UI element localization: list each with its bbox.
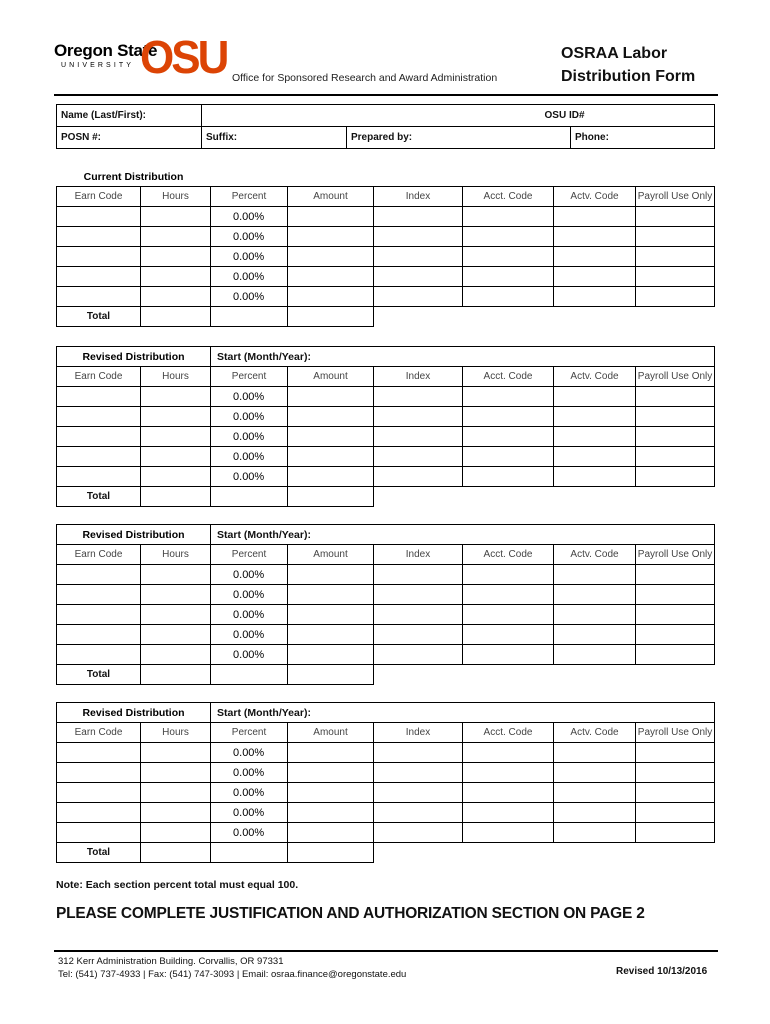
percent-cell: 0.00% — [211, 387, 288, 407]
form-title-line2: Distribution Form — [561, 68, 696, 85]
input-cell[interactable] — [141, 645, 211, 665]
percent-cell: 0.00% — [211, 427, 288, 447]
column-header: Acct. Code — [463, 723, 554, 743]
input-cell[interactable] — [141, 565, 211, 585]
section-title-spacer — [211, 167, 715, 187]
input-cell[interactable] — [554, 247, 636, 267]
input-cell[interactable] — [636, 743, 715, 763]
distribution-row — [57, 605, 715, 625]
input-cell[interactable] — [57, 407, 141, 427]
column-header: Hours — [141, 187, 211, 207]
input-cell[interactable] — [57, 267, 141, 287]
input-cell[interactable] — [636, 803, 715, 823]
distribution-table — [56, 702, 715, 863]
distribution-row — [57, 763, 715, 783]
total-row-spacer — [374, 843, 715, 863]
total-amount-cell[interactable] — [288, 665, 374, 685]
input-cell[interactable] — [374, 565, 463, 585]
total-label: Total — [57, 487, 141, 507]
start-month-year-field[interactable]: Start (Month/Year): — [211, 525, 715, 545]
column-header: Acct. Code — [463, 367, 554, 387]
input-cell[interactable] — [374, 287, 463, 307]
note-text: Note: Each section percent total must equal 100. — [56, 879, 299, 891]
input-cell[interactable] — [288, 427, 374, 447]
section-title: Revised Distribution — [57, 525, 211, 545]
header-divider — [54, 94, 718, 96]
footer-phone-email: Tel: (541) 737-4933 | Fax: (541) 747-3093 | Email: osraa.finance@oregonstate.edu — [58, 969, 407, 980]
input-cell[interactable] — [141, 227, 211, 247]
input-cell[interactable] — [463, 407, 554, 427]
justification-message: PLEASE COMPLETE JUSTIFICATION AND AUTHORIZATION SECTION ON PAGE 2 — [56, 905, 645, 922]
phone-label: Phone: — [575, 132, 609, 143]
footer-address: 312 Kerr Administration Building. Corvallis, OR 97331 — [58, 956, 284, 967]
input-cell[interactable] — [554, 447, 636, 467]
input-cell[interactable] — [374, 645, 463, 665]
input-cell[interactable] — [554, 783, 636, 803]
input-cell[interactable] — [57, 287, 141, 307]
input-cell[interactable] — [636, 783, 715, 803]
posn-label: POSN #: — [57, 127, 202, 149]
input-cell[interactable] — [636, 227, 715, 247]
distribution-row — [57, 467, 715, 487]
distribution-row — [57, 407, 715, 427]
logo-oregon-state: Oregon State — [54, 41, 158, 60]
percent-cell: 0.00% — [211, 407, 288, 427]
column-header: Percent — [211, 545, 288, 565]
column-header: Percent — [211, 187, 288, 207]
input-cell[interactable] — [374, 387, 463, 407]
section-title: Current Distribution — [83, 170, 184, 183]
section-title: Revised Distribution — [57, 347, 211, 367]
revised-date: Revised 10/13/2016 — [616, 966, 708, 977]
percent-cell: 0.00% — [211, 743, 288, 763]
input-cell[interactable] — [57, 427, 141, 447]
input-cell[interactable] — [554, 387, 636, 407]
total-label: Total — [57, 307, 141, 327]
input-cell[interactable] — [636, 247, 715, 267]
column-header: Actv. Code — [554, 723, 636, 743]
input-cell[interactable] — [463, 585, 554, 605]
total-percent-cell[interactable] — [211, 307, 288, 327]
input-cell[interactable] — [57, 605, 141, 625]
distribution-row — [57, 823, 715, 843]
total-hours-cell[interactable] — [141, 665, 211, 685]
percent-cell: 0.00% — [211, 605, 288, 625]
percent-cell: 0.00% — [211, 207, 288, 227]
input-cell[interactable] — [288, 605, 374, 625]
column-header: Amount — [288, 187, 374, 207]
total-hours-cell[interactable] — [141, 307, 211, 327]
input-cell[interactable] — [141, 585, 211, 605]
input-cell[interactable] — [554, 287, 636, 307]
input-cell[interactable] — [57, 645, 141, 665]
input-cell[interactable] — [57, 803, 141, 823]
total-row-spacer — [374, 487, 715, 507]
distribution-row — [57, 267, 715, 287]
input-cell[interactable] — [636, 625, 715, 645]
total-hours-cell[interactable] — [141, 843, 211, 863]
distribution-table — [56, 167, 715, 327]
column-header: Hours — [141, 367, 211, 387]
input-cell[interactable] — [554, 565, 636, 585]
input-cell[interactable] — [636, 287, 715, 307]
distribution-row — [57, 803, 715, 823]
input-cell[interactable] — [463, 227, 554, 247]
input-cell[interactable] — [57, 227, 141, 247]
suffix-label: Suffix: — [206, 132, 238, 143]
input-cell[interactable] — [288, 565, 374, 585]
osu-id-field[interactable] — [544, 105, 715, 127]
distribution-row — [57, 585, 715, 605]
form-title-line1: OSRAA Labor — [561, 45, 668, 62]
input-cell[interactable] — [57, 247, 141, 267]
input-cell[interactable] — [554, 803, 636, 823]
input-cell[interactable] — [288, 763, 374, 783]
input-cell[interactable] — [141, 605, 211, 625]
column-header: Acct. Code — [463, 545, 554, 565]
column-header: Percent — [211, 723, 288, 743]
input-cell[interactable] — [374, 783, 463, 803]
input-cell[interactable] — [554, 467, 636, 487]
input-cell[interactable] — [554, 267, 636, 287]
input-cell[interactable] — [141, 447, 211, 467]
percent-cell: 0.00% — [211, 247, 288, 267]
input-cell[interactable] — [141, 287, 211, 307]
input-cell[interactable] — [288, 447, 374, 467]
input-cell[interactable] — [288, 387, 374, 407]
total-row — [57, 307, 715, 327]
footer-contact — [58, 955, 406, 981]
distribution-row — [57, 645, 715, 665]
name-field[interactable] — [202, 105, 571, 127]
input-cell[interactable] — [636, 407, 715, 427]
column-header: Earn Code — [57, 367, 141, 387]
percent-cell: 0.00% — [211, 823, 288, 843]
total-hours-cell[interactable] — [141, 487, 211, 507]
input-cell[interactable] — [636, 565, 715, 585]
distribution-row — [57, 625, 715, 645]
column-header: Index — [374, 723, 463, 743]
input-cell[interactable] — [57, 743, 141, 763]
percent-cell: 0.00% — [211, 227, 288, 247]
column-header: Payroll Use Only — [636, 187, 715, 207]
input-cell[interactable] — [463, 427, 554, 447]
column-header: Index — [374, 545, 463, 565]
input-cell[interactable] — [141, 427, 211, 447]
input-cell[interactable] — [374, 247, 463, 267]
input-cell[interactable] — [141, 625, 211, 645]
input-cell[interactable] — [288, 743, 374, 763]
input-cell[interactable] — [288, 645, 374, 665]
distribution-row — [57, 565, 715, 585]
distribution-row — [57, 227, 715, 247]
column-header: Payroll Use Only — [636, 723, 715, 743]
percent-cell: 0.00% — [211, 763, 288, 783]
input-cell[interactable] — [636, 467, 715, 487]
input-cell[interactable] — [374, 743, 463, 763]
logo-osu: OSU — [140, 31, 227, 84]
input-cell[interactable] — [374, 207, 463, 227]
percent-cell: 0.00% — [211, 585, 288, 605]
distribution-row — [57, 287, 715, 307]
input-cell[interactable] — [57, 447, 141, 467]
start-month-year-field[interactable]: Start (Month/Year): — [211, 703, 715, 723]
column-header: Percent — [211, 367, 288, 387]
input-cell[interactable] — [463, 743, 554, 763]
input-cell[interactable] — [554, 645, 636, 665]
column-header: Hours — [141, 723, 211, 743]
input-cell[interactable] — [463, 467, 554, 487]
input-cell[interactable] — [463, 447, 554, 467]
input-cell[interactable] — [554, 823, 636, 843]
input-cell[interactable] — [374, 407, 463, 427]
percent-cell: 0.00% — [211, 447, 288, 467]
distribution-table — [56, 524, 715, 685]
column-header: Amount — [288, 367, 374, 387]
section-title: Revised Distribution — [57, 703, 211, 723]
input-cell[interactable] — [463, 823, 554, 843]
input-cell[interactable] — [554, 227, 636, 247]
input-cell[interactable] — [554, 207, 636, 227]
input-cell[interactable] — [374, 585, 463, 605]
column-header: Actv. Code — [554, 187, 636, 207]
percent-cell: 0.00% — [211, 803, 288, 823]
input-cell[interactable] — [57, 585, 141, 605]
percent-cell: 0.00% — [211, 287, 288, 307]
column-header: Actv. Code — [554, 367, 636, 387]
percent-cell: 0.00% — [211, 565, 288, 585]
total-percent-cell[interactable] — [211, 665, 288, 685]
input-cell[interactable] — [288, 227, 374, 247]
input-cell[interactable] — [374, 427, 463, 447]
input-cell[interactable] — [374, 605, 463, 625]
percent-cell: 0.00% — [211, 783, 288, 803]
input-cell[interactable] — [636, 823, 715, 843]
percent-cell: 0.00% — [211, 645, 288, 665]
input-cell[interactable] — [463, 387, 554, 407]
column-header: Earn Code — [57, 723, 141, 743]
input-cell[interactable] — [374, 267, 463, 287]
suffix-field[interactable] — [202, 127, 347, 149]
input-cell[interactable] — [57, 625, 141, 645]
input-cell[interactable] — [463, 267, 554, 287]
input-cell[interactable] — [374, 803, 463, 823]
input-cell[interactable] — [57, 565, 141, 585]
osu-id-label: OSU ID# — [544, 110, 585, 121]
input-cell[interactable] — [141, 783, 211, 803]
office-name: Office for Sponsored Research and Award Administration — [232, 72, 498, 84]
input-cell[interactable] — [636, 387, 715, 407]
input-cell[interactable] — [141, 207, 211, 227]
distribution-table — [56, 346, 715, 507]
distribution-row — [57, 207, 715, 227]
input-cell[interactable] — [463, 783, 554, 803]
input-cell[interactable] — [554, 605, 636, 625]
input-cell[interactable] — [374, 227, 463, 247]
distribution-row — [57, 447, 715, 467]
prepared-by-label: Prepared by: — [351, 132, 413, 143]
input-cell[interactable] — [463, 763, 554, 783]
input-cell[interactable] — [463, 247, 554, 267]
input-cell[interactable] — [141, 407, 211, 427]
input-cell[interactable] — [288, 267, 374, 287]
input-cell[interactable] — [636, 267, 715, 287]
input-cell[interactable] — [636, 207, 715, 227]
input-cell[interactable] — [463, 645, 554, 665]
input-cell[interactable] — [141, 267, 211, 287]
input-cell[interactable] — [636, 585, 715, 605]
percent-cell: 0.00% — [211, 467, 288, 487]
input-cell[interactable] — [288, 803, 374, 823]
input-cell[interactable] — [463, 803, 554, 823]
input-cell[interactable] — [57, 387, 141, 407]
input-cell[interactable] — [288, 823, 374, 843]
input-cell[interactable] — [554, 625, 636, 645]
input-cell[interactable] — [636, 605, 715, 625]
input-cell[interactable] — [374, 625, 463, 645]
total-amount-cell[interactable] — [288, 843, 374, 863]
column-header: Amount — [288, 723, 374, 743]
input-cell[interactable] — [636, 427, 715, 447]
input-cell[interactable] — [141, 387, 211, 407]
input-cell[interactable] — [57, 823, 141, 843]
input-cell[interactable] — [141, 803, 211, 823]
input-cell[interactable] — [141, 467, 211, 487]
total-row-spacer — [374, 665, 715, 685]
total-percent-cell[interactable] — [211, 843, 288, 863]
percent-cell: 0.00% — [211, 625, 288, 645]
input-cell[interactable] — [288, 585, 374, 605]
distribution-row — [57, 783, 715, 803]
column-header: Index — [374, 187, 463, 207]
distribution-row — [57, 427, 715, 447]
input-cell[interactable] — [288, 783, 374, 803]
input-cell[interactable] — [57, 763, 141, 783]
column-header: Index — [374, 367, 463, 387]
column-header: Earn Code — [57, 187, 141, 207]
footer-divider — [54, 950, 718, 952]
input-cell[interactable] — [57, 783, 141, 803]
input-cell[interactable] — [374, 763, 463, 783]
total-label: Total — [57, 843, 141, 863]
total-label: Total — [57, 665, 141, 685]
input-cell[interactable] — [554, 585, 636, 605]
column-header: Payroll Use Only — [636, 367, 715, 387]
input-cell[interactable] — [141, 763, 211, 783]
phone-field[interactable] — [571, 127, 715, 149]
prepared-by-field[interactable] — [347, 127, 571, 149]
input-cell[interactable] — [288, 407, 374, 427]
total-amount-cell[interactable] — [288, 307, 374, 327]
logo-university: UNIVERSITY — [61, 62, 135, 69]
input-cell[interactable] — [636, 763, 715, 783]
name-label: Name (Last/First): — [57, 105, 202, 127]
input-cell[interactable] — [463, 565, 554, 585]
input-cell[interactable] — [554, 763, 636, 783]
input-cell[interactable] — [57, 207, 141, 227]
column-header: Amount — [288, 545, 374, 565]
start-month-year-field[interactable]: Start (Month/Year): — [211, 347, 715, 367]
column-header: Actv. Code — [554, 545, 636, 565]
total-row — [57, 665, 715, 685]
distribution-row — [57, 387, 715, 407]
input-cell[interactable] — [463, 605, 554, 625]
input-cell[interactable] — [288, 247, 374, 267]
input-cell[interactable] — [57, 467, 141, 487]
column-header: Acct. Code — [463, 187, 554, 207]
input-cell[interactable] — [636, 645, 715, 665]
column-header: Earn Code — [57, 545, 141, 565]
input-cell[interactable] — [554, 407, 636, 427]
input-cell[interactable] — [141, 743, 211, 763]
form-title — [561, 42, 695, 88]
percent-cell: 0.00% — [211, 267, 288, 287]
input-cell[interactable] — [141, 823, 211, 843]
total-row — [57, 843, 715, 863]
total-amount-cell[interactable] — [288, 487, 374, 507]
total-row — [57, 487, 715, 507]
input-cell[interactable] — [463, 207, 554, 227]
input-cell[interactable] — [374, 467, 463, 487]
input-cell[interactable] — [554, 427, 636, 447]
input-cell[interactable] — [463, 625, 554, 645]
input-cell[interactable] — [288, 625, 374, 645]
input-cell[interactable] — [288, 467, 374, 487]
input-cell[interactable] — [374, 823, 463, 843]
input-cell[interactable] — [374, 447, 463, 467]
column-header: Hours — [141, 545, 211, 565]
input-cell[interactable] — [554, 743, 636, 763]
input-cell[interactable] — [463, 287, 554, 307]
total-row-spacer — [374, 307, 715, 327]
total-percent-cell[interactable] — [211, 487, 288, 507]
input-cell[interactable] — [141, 247, 211, 267]
input-cell[interactable] — [288, 207, 374, 227]
input-cell[interactable] — [636, 447, 715, 467]
distribution-row — [57, 743, 715, 763]
employee-info-table — [56, 104, 715, 149]
column-header: Payroll Use Only — [636, 545, 715, 565]
distribution-row — [57, 247, 715, 267]
input-cell[interactable] — [288, 287, 374, 307]
